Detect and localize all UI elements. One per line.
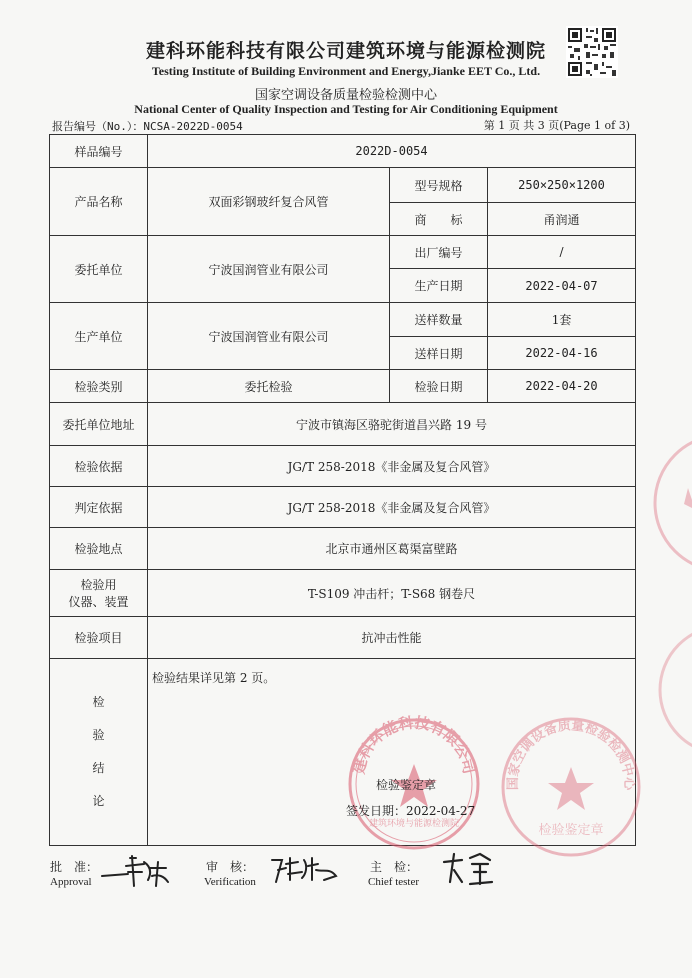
conclusion-label xyxy=(50,659,148,846)
verification-label: 审 核： xyxy=(206,860,255,874)
client-addr-label: 委托单位地址 xyxy=(50,403,148,446)
chief-tester-signature xyxy=(440,852,500,888)
table-row xyxy=(50,570,636,617)
location-label: 检验地点 xyxy=(50,528,148,570)
conclusion-label-char: 验 xyxy=(92,728,105,742)
sample-no-value: 2022D-0054 xyxy=(148,135,636,168)
table-row xyxy=(50,403,636,446)
product-value: 双面彩钢玻纤复合风管 xyxy=(148,168,390,236)
judge-value: JG/T 258-2018《非金属及复合风管》 xyxy=(148,487,636,528)
producer-label: 生产单位 xyxy=(50,303,148,370)
instrument-label-line1: 检验用 xyxy=(80,578,117,592)
approval-signature xyxy=(100,852,172,890)
approval-label: 批 准： xyxy=(50,860,99,874)
judge-label: 判定依据 xyxy=(50,487,148,528)
instrument-label xyxy=(50,570,148,617)
conclusion-text: 检验结果详见第 2 页。 xyxy=(152,671,276,685)
center-seal xyxy=(496,712,646,862)
table-row xyxy=(50,168,636,203)
sign-date: 签发日期：2022-04-27 xyxy=(346,804,476,818)
table-row xyxy=(50,303,636,337)
center-seal-sub: 检验鉴定章 xyxy=(538,823,604,838)
verification-signature xyxy=(268,852,340,888)
producer-value: 宁波国润管业有限公司 xyxy=(148,303,390,370)
report-number: 报告编号（No.）：NCSA-2022D-0054 xyxy=(52,120,243,133)
prod-date-label: 生产日期 xyxy=(390,269,488,303)
client-label: 委托单位 xyxy=(50,236,148,303)
edge-seal-icon xyxy=(652,620,692,760)
send-date-value: 2022-04-16 xyxy=(488,337,636,370)
model-value: 250×250×1200 xyxy=(488,168,636,203)
location-value: 北京市通州区葛渠富壁路 xyxy=(148,528,636,570)
model-label: 型号规格 xyxy=(390,168,488,203)
center-title-cn: 国家空调设备质量检验检测中心 xyxy=(254,88,437,103)
table-row xyxy=(50,617,636,659)
test-date-label: 检验日期 xyxy=(390,370,488,403)
table-row xyxy=(50,446,636,487)
edge-seal-icon xyxy=(648,428,692,578)
factory-no-value: / xyxy=(488,236,636,269)
company-seal-sub: 建筑环境与能源检测院 xyxy=(368,819,460,829)
send-date-label: 送样日期 xyxy=(390,337,488,370)
center-title-en: National Center of Quality Inspection and Testing for Air Conditioning Equipment xyxy=(134,102,558,116)
factory-no-label: 出厂编号 xyxy=(390,236,488,269)
stamp-caption: 检验鉴定章 xyxy=(376,778,437,792)
test-date-value: 2022-04-20 xyxy=(488,370,636,403)
chief-tester-label: 主 检： xyxy=(370,860,419,874)
brand-value: 甬润通 xyxy=(488,203,636,236)
basis-label: 检验依据 xyxy=(50,446,148,487)
table-row xyxy=(50,370,636,403)
verification-label-en: Verification xyxy=(204,876,256,888)
org-title-en: Testing Institute of Building Environment and Energy,Jianke EET Co., Ltd. xyxy=(151,64,541,78)
category-value: 委托检验 xyxy=(148,370,390,403)
conclusion-label-char: 检 xyxy=(92,695,105,709)
table-row xyxy=(50,487,636,528)
qr-code-icon xyxy=(566,26,618,78)
table-row xyxy=(50,135,636,168)
instrument-label-line2: 仪器、装置 xyxy=(68,595,129,609)
chief-tester-label-en: Chief tester xyxy=(368,876,420,888)
client-addr-value: 宁波市镇海区骆驼街道昌兴路 19 号 xyxy=(148,403,636,446)
product-label: 产品名称 xyxy=(50,168,148,236)
center-seal-text: 国家空调设备质量检验检测中心 xyxy=(505,718,637,791)
table-row xyxy=(50,236,636,269)
item-label: 检验项目 xyxy=(50,617,148,659)
item-value: 抗冲击性能 xyxy=(148,617,636,659)
send-qty-label: 送样数量 xyxy=(390,303,488,337)
table-row xyxy=(50,528,636,570)
brand-label: 商 标 xyxy=(390,203,488,236)
client-value: 宁波国润管业有限公司 xyxy=(148,236,390,303)
approval-label-en: Approval xyxy=(50,876,92,888)
conclusion-label-char: 论 xyxy=(92,794,105,808)
instrument-value: T-S109 冲击杆；T-S68 钢卷尺 xyxy=(148,570,636,617)
org-title-cn: 建科环能科技有限公司建筑环境与能源检测院 xyxy=(145,40,546,62)
basis-value: JG/T 258-2018《非金属及复合风管》 xyxy=(148,446,636,487)
send-qty-value: 1套 xyxy=(488,303,636,337)
sample-no-label: 样品编号 xyxy=(50,135,148,168)
page-info: 第 1 页 共 3 页(Page 1 of 3) xyxy=(483,119,630,132)
category-label: 检验类别 xyxy=(50,370,148,403)
company-seal-text: 建科环能科技有限公司 xyxy=(349,714,479,776)
conclusion-label-char: 结 xyxy=(92,761,105,775)
prod-date-value: 2022-04-07 xyxy=(488,269,636,303)
